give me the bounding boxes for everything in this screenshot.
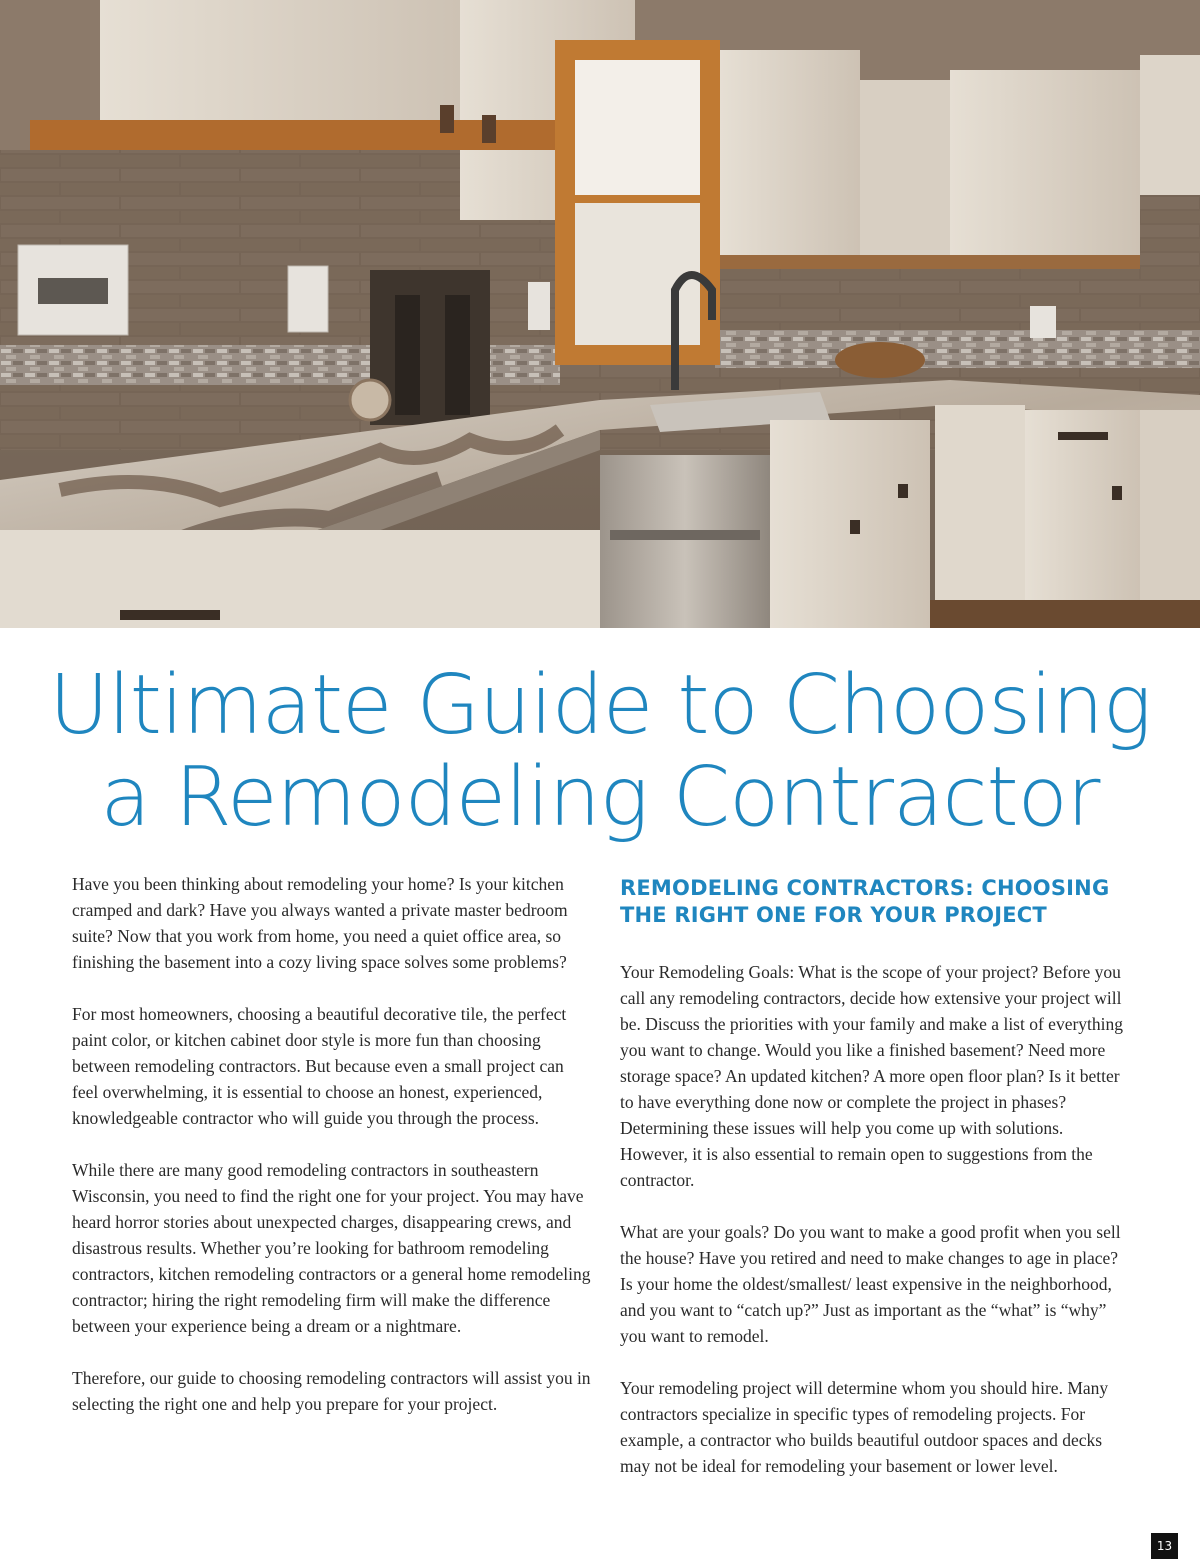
body-paragraph: What are your goals? Do you want to make a good profit when you sell the house? Have you retired and need to make changes to age in place? Is your home the oldest/smallest/ least expensive in the neighborhood, and you want to “catch up?” Just as important as the “what” is “why” you want to remodel. <box>620 1222 1121 1346</box>
body-paragraph: While there are many good remodeling contractors in southeastern Wisconsin, you need to find the right one for your project. You may have heard horror stories about unexpected charges, disappearing crews, and disastrous results. Whether you’re looking for bathroom remodeling contractors, kitchen remodeling contractors or a general home remodeling contractor; hiring the right remodeling firm will make the difference between your experience being a dream or a nightmare. <box>72 1160 591 1336</box>
body-paragraph: Therefore, our guide to choosing remodeling contractors will assist you in selecting the right one and help you prepare for your project. <box>72 1368 591 1414</box>
page-number: 13 <box>1151 1533 1178 1559</box>
page-title <box>0 660 1200 844</box>
page-title-line-2: a Remodeling Contractor <box>100 750 1100 845</box>
page-title-line-1: Ultimate Guide to Choosing <box>48 658 1152 753</box>
section-heading: REMODELING CONTRACTORS: CHOOSING THE RIGHT ONE FOR YOUR PROJECT <box>620 876 1110 927</box>
body-paragraph: For most homeowners, choosing a beautiful decorative tile, the perfect paint color, or kitchen cabinet door style is more fun than choosing between remodeling contractors. But because even a small project can feel overwhelming, it is essential to choose an honest, experienced, knowledgeable contractor who will guide you through the process. <box>72 1004 567 1128</box>
hero-kitchen-photo <box>0 0 1200 628</box>
right-column <box>620 871 1135 1505</box>
left-column <box>72 871 592 1443</box>
kitchen-illustration <box>0 0 1200 628</box>
intro-paragraph: Have you been thinking about remodeling your home? Is your kitchen cramped and dark? Have you always wanted a private master bedroom suite? Now that you work from home, you need a quiet office area, so finishing the basement into a cozy living space solves some problems? <box>72 874 568 972</box>
body-paragraph: Your Remodeling Goals: What is the scope of your project? Before you call any remodeling contractors, decide how extensive your project will be. Discuss the priorities with your family and make a list of everything you want to change. Would you like a finished basement? Need more storage space? An updated kitchen? A more open floor plan? Is it better to have everything done now or complete the project in phases? Determining these issues will help you come up with solutions. However, it is also essential to remain open to suggestions from the contractor. <box>620 962 1124 1190</box>
body-paragraph: Your remodeling project will determine whom you should hire. Many contractors specialize in specific types of remodeling projects. For example, a contractor who builds beautiful outdoor spaces and decks may not be ideal for remodeling your basement or lower level. <box>620 1378 1109 1476</box>
